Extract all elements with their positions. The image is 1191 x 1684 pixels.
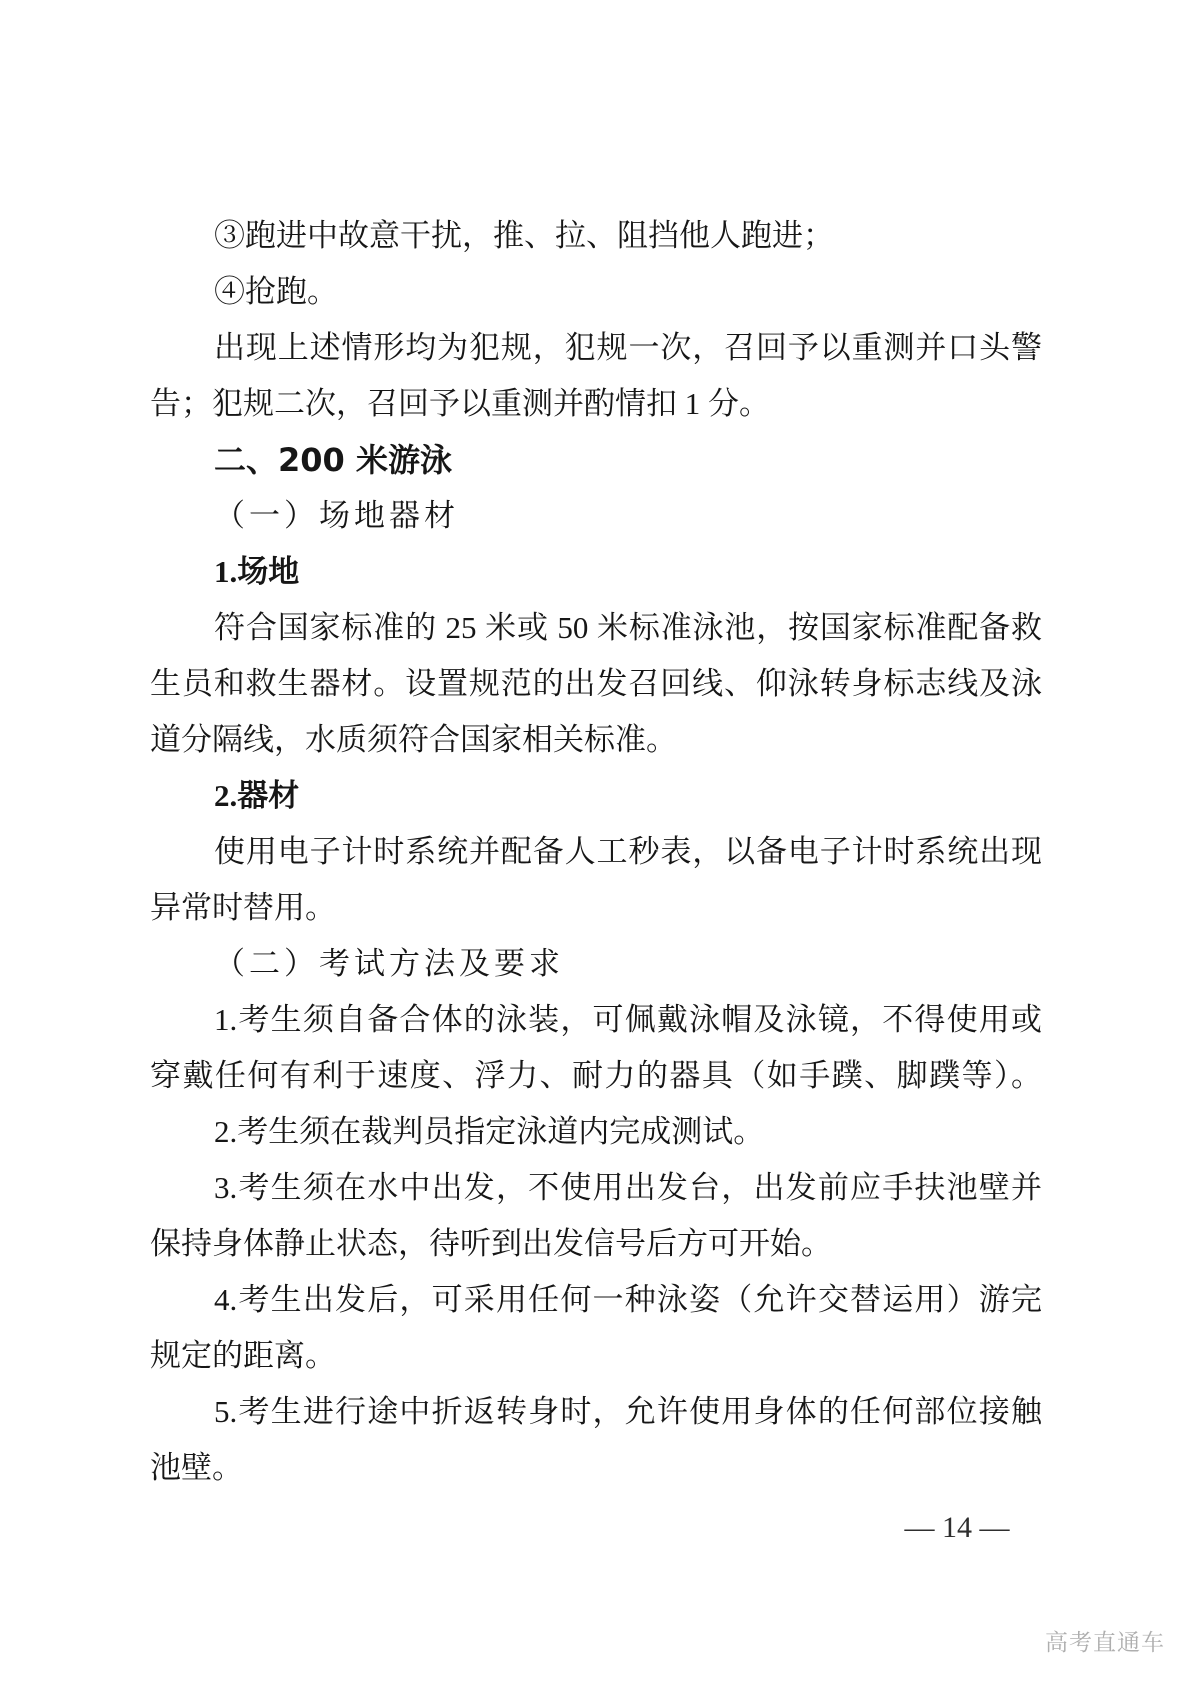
requirement-1-line-2: 穿戴任何有利于速度、浮力、耐力的器具（如手蹼、脚蹼等）。: [150, 1058, 1042, 1093]
requirement-4-line-1: 4.考生出发后，可采用任何一种泳姿（允许交替运用）游完: [214, 1282, 1042, 1317]
foul-consequence-line-2: 告；犯规二次，召回予以重测并酌情扣 1 分。: [150, 386, 770, 421]
venue-paragraph-line-2: 生员和救生器材。设置规范的出发召回线、仰泳转身标志线及泳: [150, 666, 1042, 701]
requirement-4-line-2: 规定的距离。: [150, 1338, 336, 1373]
requirement-5-line-2: 池壁。: [150, 1450, 243, 1485]
heading-venue-and-equipment: （一）场地器材: [214, 498, 459, 533]
requirement-3-line-1: 3.考生须在水中出发，不使用出发台，出发前应手扶池壁并: [214, 1170, 1042, 1205]
venue-paragraph-line-1: 符合国家标准的 25 米或 50 米标准泳池，按国家标准配备救: [214, 610, 1042, 645]
watermark-label: 高考直通车: [1045, 1630, 1165, 1656]
heading-test-method-requirements: （二）考试方法及要求: [214, 946, 564, 981]
equipment-paragraph-line-2: 异常时替用。: [150, 890, 336, 925]
heading-2-equipment: 2.器材: [214, 778, 300, 813]
page-number: — 14 —: [904, 1511, 1010, 1544]
requirement-3-line-2: 保持身体静止状态，待听到出发信号后方可开始。: [150, 1226, 832, 1261]
rule-item-3-line: ③跑进中故意干扰，推、拉、阻挡他人跑进；: [214, 218, 834, 253]
heading-section-2-200m-swimming: 二、200 米游泳: [214, 441, 452, 479]
requirement-1-line-1: 1.考生须自备合体的泳装，可佩戴泳帽及泳镜，不得使用或: [214, 1002, 1042, 1037]
equipment-paragraph-line-1: 使用电子计时系统并配备人工秒表，以备电子计时系统出现: [214, 834, 1042, 869]
requirement-5-line-1: 5.考生进行途中折返转身时，允许使用身体的任何部位接触: [214, 1394, 1042, 1429]
rule-item-4-line: ④抢跑。: [214, 274, 338, 309]
document-text-block: [150, 208, 1042, 1496]
venue-paragraph-line-3: 道分隔线，水质须符合国家相关标准。: [150, 722, 677, 757]
heading-1-venue: 1.场地: [214, 554, 300, 589]
requirement-2-line: 2.考生须在裁判员指定泳道内完成测试。: [214, 1114, 765, 1149]
foul-consequence-line-1: 出现上述情形均为犯规，犯规一次，召回予以重测并口头警: [214, 330, 1042, 365]
